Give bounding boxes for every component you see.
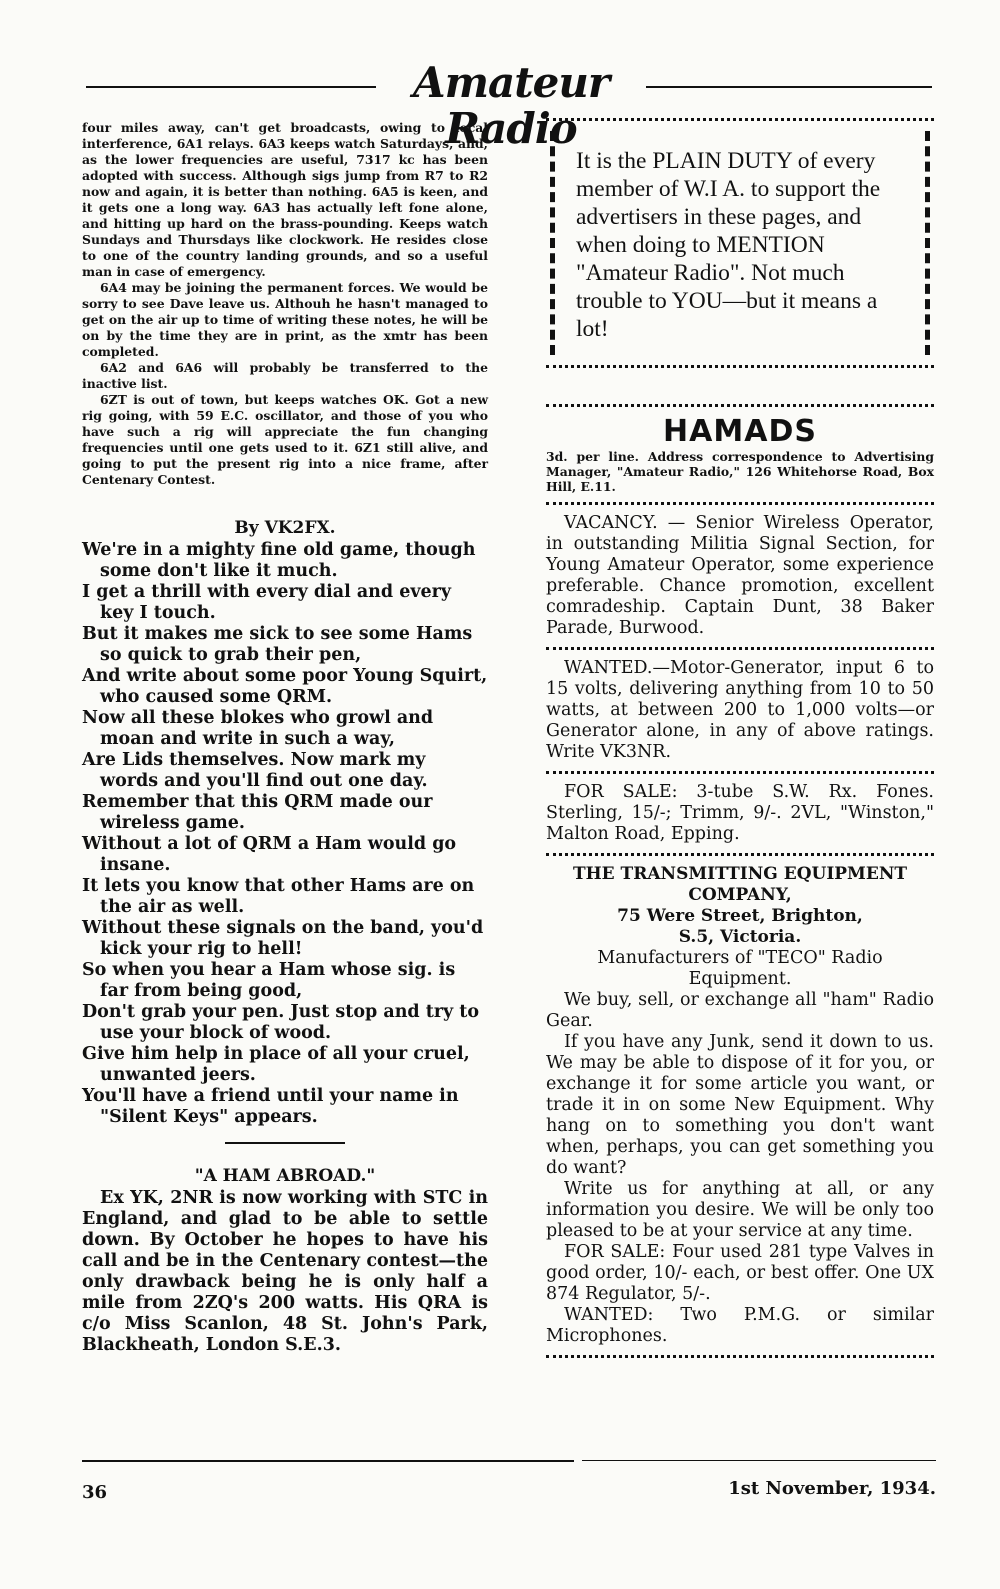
ad-text: Write us for anything at all, or any information you desire. We will be only too pleased to be at your service at any time. <box>546 1179 934 1241</box>
notes-paragraph: four miles away, can't get broadcasts, owing to local interference, 6A1 relays. 6A3 keeps watch Saturdays, and, as the lower frequencies are useful, 7317 kc has been adopted with success. Although sigs jump from R7 to R2 now and again, it is better than nothing. 6A5 is keen, and it gets one a long way. 6A3 has actually left fone alone, and hitting up hard on the brass-pounding. Keeps watch Sundays and Thursdays like clockwork. He resides close to one of the country landing grounds, and so a useful man in case of emergency. <box>82 120 488 279</box>
poem-line: You'll have a friend until your name in "Silent Keys" appears. <box>82 1086 459 1127</box>
ham-abroad-title: "A HAM ABROAD." <box>194 1166 376 1186</box>
notes-paragraph: 6A4 may be joining the permanent forces. We would be sorry to see Dave leave us. Althouh he hasn't managed to get on the air up to time of writing these notes, he will be on by the time they are in print, as the xmtr has been completed. <box>82 280 488 359</box>
dotted-divider <box>546 647 934 650</box>
poem-line: Are Lids themselves. Now mark my words and you'll find out one day. <box>82 750 428 791</box>
hamads-rates: 3d. per line. Address correspondence to Advertising Manager, "Amateur Radio," 126 Whitehorse Road, Box Hill, E.11. <box>546 449 934 494</box>
issue-date: 1st November, 1934. <box>728 1478 936 1499</box>
notes-paragraph: 6ZT is out of town, but keeps watches OK. Got a new rig going, with 59 E.C. oscillator, and those of you who have such a rig will appreciate the fun changing frequencies until one gets used to it. 6Z1 still alive, and going to put the present rig into a nice frame, after Centenary Contest. <box>82 392 488 487</box>
poem-line: It lets you know that other Hams are on the air as well. <box>82 876 475 917</box>
teco-advertisement <box>546 864 934 1347</box>
poem-line: We're in a mighty fine old game, though some don't like it much. <box>82 540 476 581</box>
ad-text: VACANCY. — Senior Wireless Operator, in outstanding Militia Signal Section, for Young Amateur Operator, some experience preferable. Chance promotion, excellent comradeship. Captain Dunt, 38 Baker Parade, Burwood. <box>546 513 934 638</box>
footer-rule <box>82 1460 574 1462</box>
poem-line: But it makes me sick to see some Hams so quick to grab their pen, <box>82 624 473 665</box>
club-notes <box>82 120 488 488</box>
hamads-info <box>546 449 934 494</box>
poem-line: And write about some poor Young Squirt, who caused some QRM. <box>82 666 488 707</box>
notes-paragraph: 6A2 and 6A6 will probably be transferred to the inactive list. <box>82 360 488 391</box>
classified-ad <box>546 513 934 639</box>
company-address-line: S.5, Victoria. <box>678 927 802 947</box>
right-column <box>546 114 934 1366</box>
page-footer <box>82 1460 936 1503</box>
poem-title: By VK2FX. <box>234 518 336 538</box>
company-products: Manufacturers of "TECO" Radio Equipment. <box>597 948 883 989</box>
hamads-title: HAMADS <box>663 414 817 449</box>
poem-line: Without these signals on the band, you'd kick your rig to hell! <box>82 918 484 959</box>
footer-rule <box>582 1460 936 1461</box>
dotted-divider <box>546 502 934 505</box>
ad-text: We buy, sell, or exchange all "ham" Radio Gear. <box>546 990 934 1031</box>
company-address-line: 75 Were Street, Brighton, <box>617 906 863 926</box>
section-divider <box>225 1142 345 1144</box>
plain-duty-notice-box <box>546 118 934 368</box>
magazine-title: Amateur Radio <box>412 58 610 153</box>
poem-line: So when you hear a Ham whose sig. is far from being good, <box>82 960 456 1001</box>
left-column <box>82 120 488 1356</box>
plain-duty-notice: It is the PLAIN DUTY of every member of W.I A. to support the advertisers in these pages, and when doing to MENTION "Amateur Radio". Not much trouble to YOU—but it means a lot! <box>576 148 881 342</box>
poem-line: Give him help in place of all your cruel, unwanted jeers. <box>82 1044 470 1085</box>
ad-text: If you have any Junk, send it down to us. We may be able to dispose of it for you, or exchange it for some article you want, or trade it in on some New Equipment. Why hang on to something you don't want when, perhaps, you can get something you do want? <box>546 1032 934 1178</box>
dotted-divider <box>546 1355 934 1358</box>
masthead <box>86 58 932 153</box>
ad-text: FOR SALE: Four used 281 type Valves in good order, 10/- each, or best offer. One UX 874 Regulator, 5/-. <box>546 1242 934 1304</box>
masthead-rule-left <box>86 86 376 88</box>
page-number: 36 <box>82 1482 108 1503</box>
ham-abroad-article <box>82 1188 488 1356</box>
classified-ad <box>546 658 934 763</box>
masthead-rule-right <box>646 86 932 88</box>
poem-line: Don't grab your pen. Just stop and try to use your block of wood. <box>82 1002 480 1043</box>
poem-line: Remember that this QRM made our wireless game. <box>82 792 433 833</box>
ham-abroad-text: Ex YK, 2NR is now working with STC in England, and glad to be able to settle down. By October he hopes to have his call and be in the Centenary contest—the only drawback being he is only half a mile from 2ZQ's 200 watts. His QRA is c/o Miss Scanlon, 48 St. John's Park, Blackheath, London S.E.3. <box>82 1188 488 1355</box>
company-name: THE TRANSMITTING EQUIPMENT COMPANY, <box>572 864 908 905</box>
dotted-divider <box>546 404 934 407</box>
poem-line: Now all these blokes who growl and moan and write in such a way, <box>82 708 434 749</box>
ad-text: WANTED.—Motor-Generator, input 6 to 15 volts, delivering anything from 10 to 50 watts, at between 200 to 1,000 volts—or Generator alone, in any of above ratings. Write VK3NR. <box>546 658 934 762</box>
ad-text: FOR SALE: 3-tube S.W. Rx. Fones. Sterling, 15/-; Trimm, 9/-. 2VL, "Winston," Malton Road, Epping. <box>546 782 934 844</box>
dotted-divider <box>546 853 934 856</box>
poem-line: Without a lot of QRM a Ham would go insane. <box>82 834 457 875</box>
poem <box>82 540 488 1128</box>
dotted-divider <box>546 771 934 774</box>
classified-ad <box>546 782 934 845</box>
ad-text: WANTED: Two P.M.G. or similar Microphones. <box>546 1305 934 1346</box>
poem-line: I get a thrill with every dial and every key I touch. <box>82 582 452 623</box>
